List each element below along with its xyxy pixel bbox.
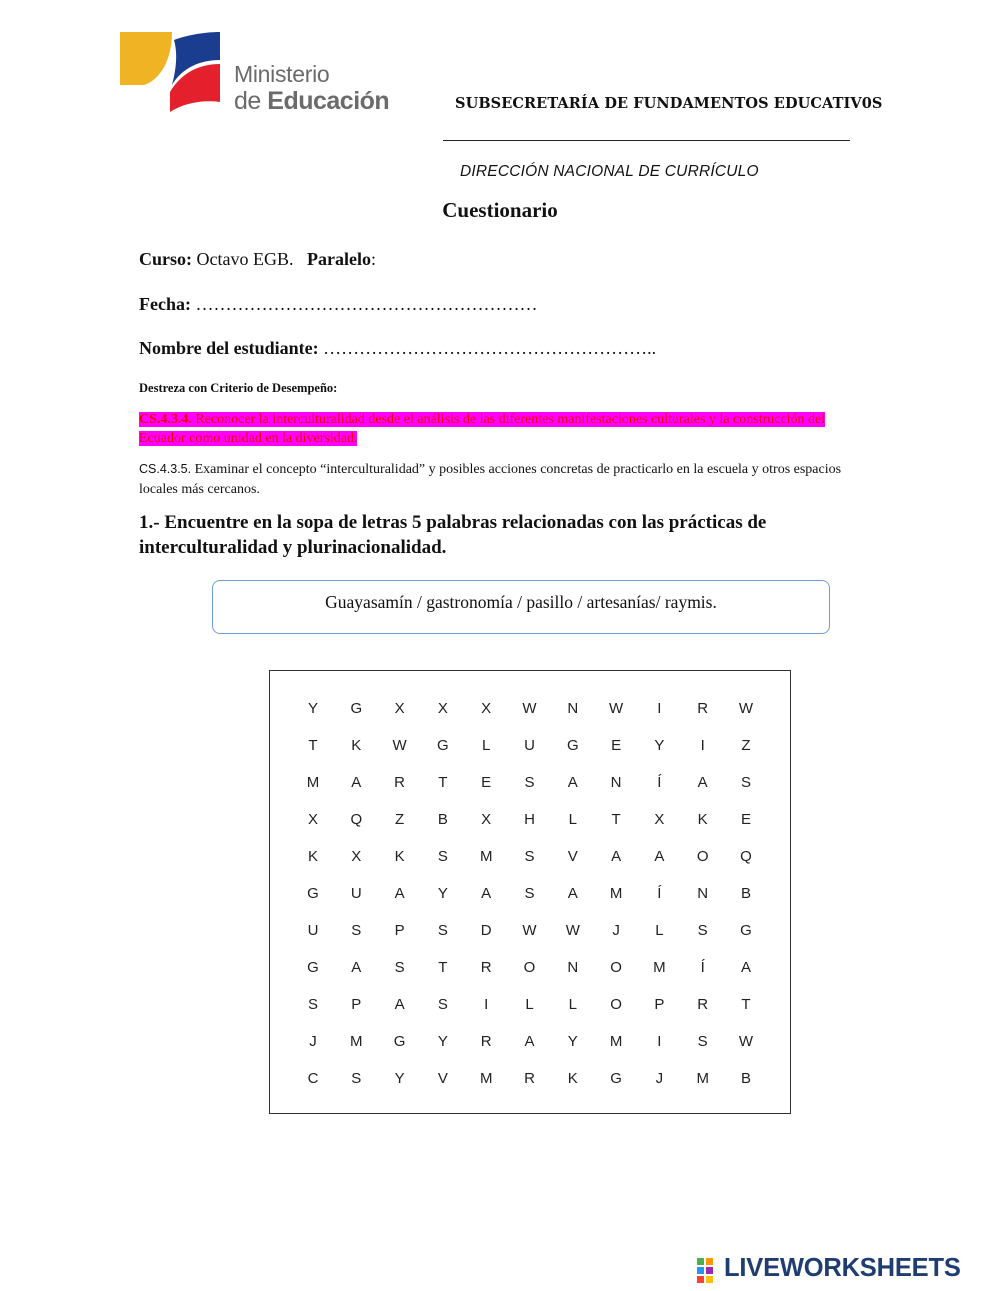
grid-cell[interactable]: B bbox=[740, 885, 751, 902]
grid-cell[interactable]: R bbox=[480, 1033, 492, 1050]
grid-cell[interactable]: K bbox=[394, 848, 405, 865]
grid-cell[interactable]: A bbox=[567, 885, 578, 902]
nombre-line[interactable] bbox=[139, 338, 656, 359]
grid-cell[interactable]: W bbox=[522, 922, 537, 939]
grid-cell[interactable]: S bbox=[351, 1070, 362, 1087]
word-search-grid bbox=[269, 670, 791, 1114]
logo-line1: Ministerio bbox=[234, 61, 330, 87]
grid-cell[interactable]: C bbox=[307, 1070, 319, 1087]
grid-cell[interactable]: S bbox=[307, 996, 318, 1013]
grid-cell[interactable]: N bbox=[567, 700, 579, 717]
page-title: Cuestionario bbox=[442, 198, 558, 222]
curso-line: Curso: Octavo EGB. Paralelo: bbox=[139, 249, 376, 269]
grid-cell[interactable]: G bbox=[437, 737, 449, 754]
grid-cell[interactable]: B bbox=[437, 811, 448, 828]
word-list: Guayasamín / gastronomía / pasillo / artesanías/ raymis. bbox=[325, 592, 717, 612]
paralelo-label: Paralelo bbox=[306, 249, 371, 269]
subsecretaria-heading: SUBSECRETARÍA DE FUNDAMENTOS EDUCATIV0S bbox=[455, 95, 883, 112]
grid-cell[interactable]: W bbox=[609, 700, 624, 717]
grid-cell[interactable]: X bbox=[351, 848, 362, 865]
grid-cell[interactable]: T bbox=[438, 774, 448, 791]
grid-cell[interactable]: U bbox=[350, 885, 362, 902]
fecha-label: Fecha: bbox=[139, 294, 191, 314]
grid-cell[interactable]: J bbox=[309, 1033, 317, 1050]
grid-cell[interactable]: A bbox=[697, 774, 708, 791]
grid-cell[interactable]: S bbox=[394, 959, 405, 976]
fecha-line[interactable] bbox=[139, 294, 537, 315]
criterio-2-text: Examinar el concepto “interculturalidad” y posibles acciones concretas de practicarlo en la escuela y otros espacios locales más cercanos. bbox=[139, 462, 842, 497]
grid-cell[interactable]: J bbox=[655, 1070, 664, 1087]
grid-cell[interactable]: P bbox=[654, 996, 665, 1013]
grid-cell[interactable]: A bbox=[394, 885, 405, 902]
grid-cell[interactable]: N bbox=[610, 774, 622, 791]
grid-cell[interactable]: L bbox=[655, 922, 664, 939]
grid-cell[interactable]: X bbox=[437, 700, 448, 717]
grid-cell[interactable]: Í bbox=[657, 774, 662, 791]
grid-cell[interactable]: A bbox=[567, 774, 578, 791]
grid-cell[interactable]: L bbox=[568, 811, 577, 828]
criterio-2-code: CS.4.3.5. bbox=[139, 462, 192, 476]
grid-cell[interactable]: X bbox=[481, 811, 492, 828]
grid-cell[interactable]: A bbox=[351, 959, 362, 976]
grid-cell[interactable]: V bbox=[567, 848, 578, 865]
grid-cell[interactable]: M bbox=[479, 848, 493, 865]
criterio-2 bbox=[139, 459, 864, 500]
grid-cell[interactable]: O bbox=[610, 996, 622, 1013]
grid-cell[interactable]: A bbox=[351, 774, 362, 791]
nombre-label: Nombre del estudiante: bbox=[139, 338, 319, 358]
brand-name: LIVEWORKSHEETS bbox=[724, 1254, 961, 1282]
grid-cell[interactable]: G bbox=[393, 1033, 406, 1050]
criterio-1-code: CS.4.3.4. bbox=[139, 412, 192, 427]
grid-cell[interactable]: E bbox=[740, 811, 751, 828]
grid-cell[interactable]: M bbox=[350, 1033, 363, 1050]
grid-cell[interactable]: R bbox=[394, 774, 406, 791]
grid-cell[interactable]: G bbox=[307, 959, 319, 976]
grid-cell[interactable]: N bbox=[567, 959, 579, 976]
grid-cell[interactable]: B bbox=[740, 1070, 751, 1087]
grid-cell[interactable]: A bbox=[654, 848, 665, 865]
grid-cell[interactable]: O bbox=[696, 848, 709, 865]
grid-cell[interactable]: I bbox=[484, 996, 489, 1013]
grid-cell[interactable]: R bbox=[524, 1070, 535, 1087]
grid-cell[interactable]: S bbox=[351, 922, 362, 939]
grid-cell[interactable]: M bbox=[479, 1070, 493, 1087]
logo-line2: de Educación bbox=[234, 87, 390, 115]
nombre-field[interactable]: ……………………………………………….. bbox=[318, 338, 657, 358]
grid-cell[interactable]: Í bbox=[657, 885, 662, 902]
grid-cell[interactable]: Y bbox=[307, 700, 318, 717]
grid-cell[interactable]: Q bbox=[740, 848, 752, 865]
grid-cell[interactable]: S bbox=[524, 848, 535, 865]
grid-cell[interactable]: O bbox=[523, 959, 536, 976]
grid-cell[interactable]: M bbox=[306, 774, 320, 791]
grid-cell[interactable]: G bbox=[610, 1070, 622, 1087]
grid-cell[interactable]: Y bbox=[567, 1033, 578, 1050]
grid-cell[interactable]: Y bbox=[654, 737, 665, 754]
grid-cell[interactable]: G bbox=[740, 922, 752, 939]
grid-cell[interactable]: Y bbox=[437, 885, 448, 902]
direccion-heading: DIRECCIÓN NACIONAL DE CURRÍCULO bbox=[460, 163, 759, 180]
grid-cell[interactable]: W bbox=[738, 700, 754, 717]
grid-cell[interactable]: E bbox=[481, 774, 492, 791]
grid-cell[interactable]: G bbox=[350, 700, 363, 717]
grid-cell[interactable]: A bbox=[481, 885, 492, 902]
criterio-1-text: Reconocer la interculturalidad desde el análisis de las diferentes manifestaciones culturales y la construcción del Ecuador como unidad en la diversidad. bbox=[139, 412, 826, 446]
grid-cell[interactable]: Y bbox=[394, 1070, 405, 1087]
grid-cell[interactable]: Y bbox=[437, 1033, 448, 1050]
fecha-field[interactable]: ………………………………………………… bbox=[190, 294, 538, 314]
liveworksheets-brand bbox=[697, 1254, 997, 1288]
grid-cell[interactable]: X bbox=[394, 700, 405, 717]
grid-cell[interactable]: S bbox=[697, 922, 708, 939]
grid-cell[interactable]: I bbox=[657, 700, 662, 717]
grid-cell[interactable]: V bbox=[437, 1070, 448, 1087]
grid-cell[interactable]: S bbox=[524, 774, 535, 791]
grid-cell[interactable]: W bbox=[738, 1033, 754, 1050]
liveworksheets-logo-icon bbox=[697, 1258, 722, 1283]
ministerio-flag-icon bbox=[120, 30, 230, 120]
grid-cell[interactable]: U bbox=[524, 737, 535, 754]
grid-cell[interactable]: E bbox=[611, 737, 622, 754]
grid-cell[interactable]: X bbox=[654, 811, 665, 828]
word-list-box bbox=[212, 580, 830, 634]
grid-cell[interactable]: D bbox=[480, 922, 492, 939]
grid-cell[interactable]: S bbox=[697, 1033, 708, 1050]
grid-cell[interactable]: S bbox=[524, 885, 535, 902]
grid-cell[interactable]: K bbox=[351, 737, 362, 754]
grid-cell[interactable]: A bbox=[740, 959, 751, 976]
grid-cell[interactable]: P bbox=[351, 996, 362, 1013]
grid-cell[interactable]: X bbox=[307, 811, 318, 828]
grid-cell[interactable]: Í bbox=[700, 959, 705, 976]
grid-cell[interactable]: R bbox=[697, 996, 709, 1013]
grid-cell[interactable]: T bbox=[308, 737, 318, 754]
grid-cell[interactable]: I bbox=[700, 737, 705, 754]
grid-cell[interactable]: Q bbox=[350, 811, 363, 828]
question-1: 1.- Encuentre en la sopa de letras 5 palabras relacionadas con las prácticas de interculturalidad y plurinacionalidad. bbox=[139, 512, 767, 558]
grid-cell[interactable]: A bbox=[611, 848, 622, 865]
destreza-label: Destreza con Criterio de Desempeño: bbox=[139, 381, 338, 395]
grid-cell[interactable]: G bbox=[566, 737, 579, 754]
grid-cell[interactable]: P bbox=[394, 922, 405, 939]
grid-cell[interactable]: G bbox=[307, 885, 319, 902]
grid-cell[interactable]: W bbox=[565, 922, 580, 939]
grid-cell[interactable]: H bbox=[524, 811, 535, 828]
grid-cell[interactable]: T bbox=[438, 959, 448, 976]
grid-cell[interactable]: K bbox=[307, 848, 318, 865]
grid-cell[interactable]: T bbox=[611, 811, 621, 828]
grid-cell[interactable]: Z bbox=[741, 737, 751, 754]
grid-cell[interactable]: N bbox=[697, 885, 709, 902]
grid-cell[interactable]: A bbox=[394, 996, 405, 1013]
header-divider bbox=[443, 140, 850, 141]
grid-cell[interactable]: R bbox=[480, 959, 492, 976]
curso-value: Octavo EGB. bbox=[192, 249, 294, 269]
grid-cell[interactable]: K bbox=[697, 811, 708, 828]
grid-cell[interactable]: U bbox=[307, 922, 319, 939]
grid-cell[interactable]: K bbox=[567, 1070, 578, 1087]
grid-cell[interactable]: J bbox=[612, 922, 620, 939]
grid-cell[interactable]: L bbox=[525, 996, 534, 1013]
grid-cell[interactable]: O bbox=[610, 959, 622, 976]
grid-cell[interactable]: T bbox=[741, 996, 751, 1013]
curso-label: Curso: bbox=[139, 249, 192, 269]
grid-cell[interactable]: S bbox=[437, 996, 448, 1013]
grid-cell[interactable]: Z bbox=[395, 811, 405, 828]
grid-cell[interactable]: M bbox=[609, 885, 623, 902]
grid-cell[interactable]: S bbox=[437, 848, 448, 865]
grid-cell[interactable]: A bbox=[524, 1033, 535, 1050]
grid-cell[interactable]: S bbox=[740, 774, 751, 791]
grid-cell[interactable]: M bbox=[609, 1033, 623, 1050]
grid-cell[interactable]: W bbox=[392, 737, 407, 754]
grid-cell[interactable]: X bbox=[481, 700, 492, 717]
grid-cell[interactable]: W bbox=[522, 700, 537, 717]
grid-cell[interactable]: S bbox=[437, 922, 448, 939]
grid-cell[interactable]: L bbox=[568, 996, 577, 1013]
criterio-1 bbox=[139, 410, 861, 448]
grid-cell[interactable]: M bbox=[653, 959, 666, 976]
grid-cell[interactable]: M bbox=[696, 1070, 709, 1087]
grid-cell[interactable]: I bbox=[657, 1033, 662, 1050]
grid-cell[interactable]: R bbox=[697, 700, 709, 717]
grid-cell[interactable]: L bbox=[482, 737, 491, 754]
